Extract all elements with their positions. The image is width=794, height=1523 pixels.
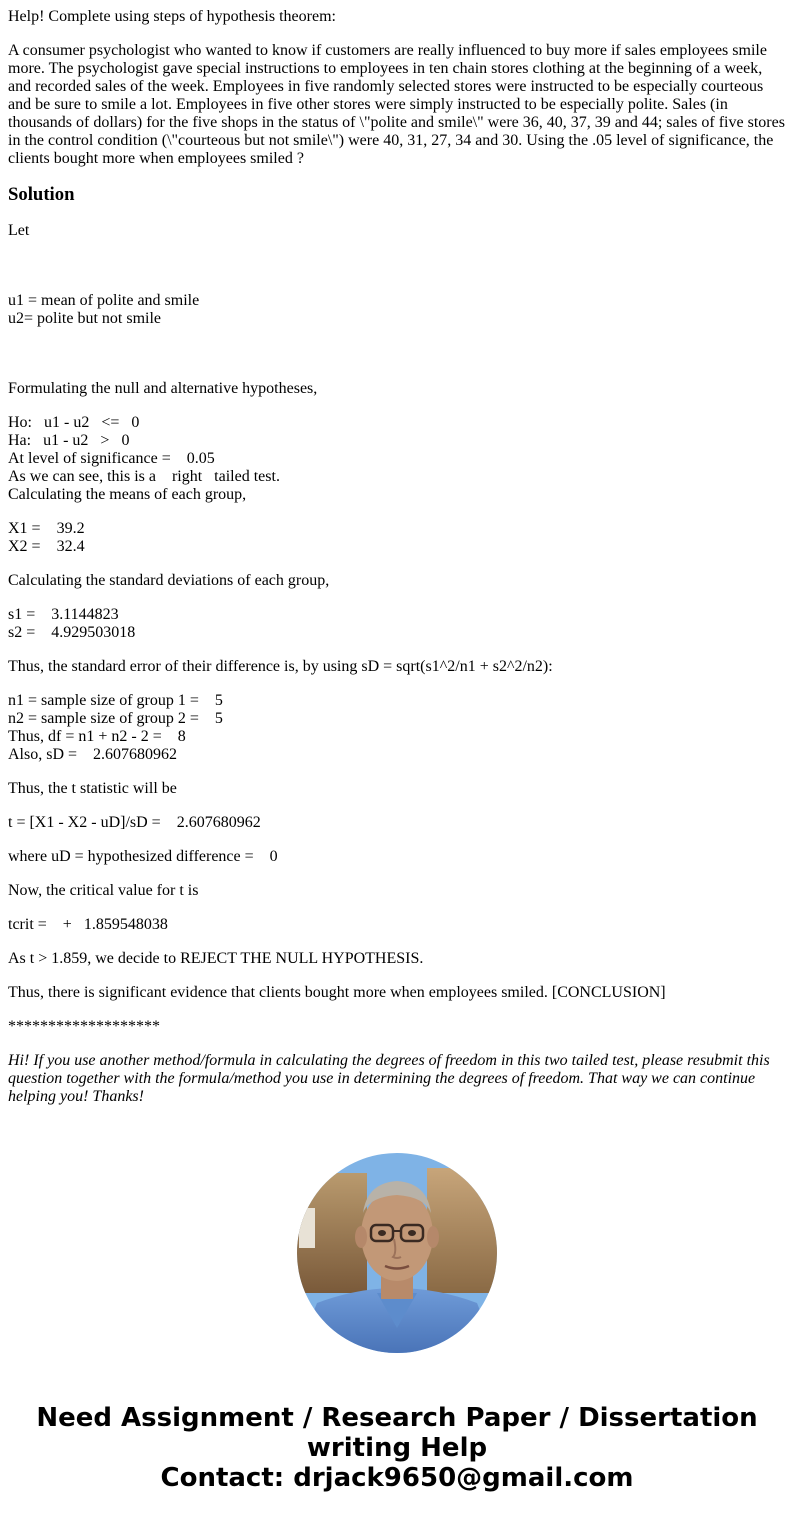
closing-note: Hi! If you use another method/formula in calculating the degrees of freedom in this two tailed test, please resubmit this question together with the formula/method you use in determining the degrees of freedom. That way we can continue helping you! Thanks! <box>8 1052 774 1105</box>
definitions <box>8 256 786 364</box>
let-text: Let <box>8 222 30 239</box>
means-block <box>8 520 786 556</box>
mean-line: X2 = 32.4 <box>8 538 85 555</box>
ad-line: writing Help <box>306 1433 488 1463</box>
ad-contact: Contact: drjack9650@gmail.com <box>160 1463 634 1493</box>
definition-line: u1 = mean of polite and smile <box>8 292 200 309</box>
hypothesis-line: As we can see, this is a right tailed test. <box>8 468 280 485</box>
separator-stars: ******************* <box>8 1018 160 1035</box>
t-statistic: t = [X1 - X2 - uD]/sD = 2.607680962 <box>8 814 261 831</box>
question-intro: Help! Complete using steps of hypothesis theorem: <box>8 8 336 25</box>
hypotheses-block <box>8 414 786 504</box>
ud-line: where uD = hypothesized difference = 0 <box>8 848 278 865</box>
sd-block <box>8 606 786 642</box>
solution-heading: Solution <box>8 184 75 205</box>
document-body <box>8 8 789 1122</box>
size-line: n1 = sample size of group 1 = 5 <box>8 692 223 709</box>
formulating-text: Formulating the null and alternative hypotheses, <box>8 380 318 397</box>
size-line: n2 = sample size of group 2 = 5 <box>8 710 223 727</box>
mean-line: X1 = 39.2 <box>8 520 85 537</box>
sd-intro: Calculating the standard deviations of each group, <box>8 572 330 589</box>
author-avatar <box>297 1153 497 1353</box>
advertisement-banner <box>0 1403 794 1493</box>
conclusion: Thus, there is significant evidence that clients bought more when employees smiled. [CONCLUSION] <box>8 984 666 1001</box>
question-body: A consumer psychologist who wanted to know if customers are really influenced to buy more if sales employees smile more. The psychologist gave special instructions to employees in ten chain stores clothing at the beginning of a week, and recorded sales of the week. Employees in five randomly selected stores were instructed to be especially courteous and be sure to smile a lot. Employees in five other stores were simply instructed to be especially polite. Sales (in thousands of dollars) for the five shops in the status of \"polite and smile\" were 36, 40, 37, 39 and 44; sales of five stores in the control condition (\"courteous but not smile\") were 40, 31, 27, 34 and 30. Using the .05 level of significance, the clients bought more when employees smiled ? <box>8 42 789 167</box>
sd-line: s1 = 3.1144823 <box>8 606 119 623</box>
critical-intro: Now, the critical value for t is <box>8 882 199 899</box>
hypothesis-line: Ha: u1 - u2 > 0 <box>8 432 130 449</box>
sizes-block <box>8 692 786 764</box>
hypothesis-line: Calculating the means of each group, <box>8 486 247 503</box>
size-line: Thus, df = n1 + n2 - 2 = 8 <box>8 728 186 745</box>
hypothesis-line: Ho: u1 - u2 <= 0 <box>8 414 140 431</box>
t-critical: tcrit = + 1.859548038 <box>8 916 168 933</box>
avatar-photo <box>297 1153 497 1353</box>
hypothesis-line: At level of significance = 0.05 <box>8 450 215 467</box>
se-intro: Thus, the standard error of their difference is, by using sD = sqrt(s1^2/n1 + s2^2/n2): <box>8 658 553 675</box>
definition-line: u2= polite but not smile <box>8 310 162 327</box>
t-intro: Thus, the t statistic will be <box>8 780 177 797</box>
size-line: Also, sD = 2.607680962 <box>8 746 178 763</box>
ad-line: Need Assignment / Research Paper / Dissertation <box>36 1403 758 1433</box>
decision: As t > 1.859, we decide to REJECT THE NULL HYPOTHESIS. <box>8 950 424 967</box>
sd-line: s2 = 4.929503018 <box>8 624 136 641</box>
